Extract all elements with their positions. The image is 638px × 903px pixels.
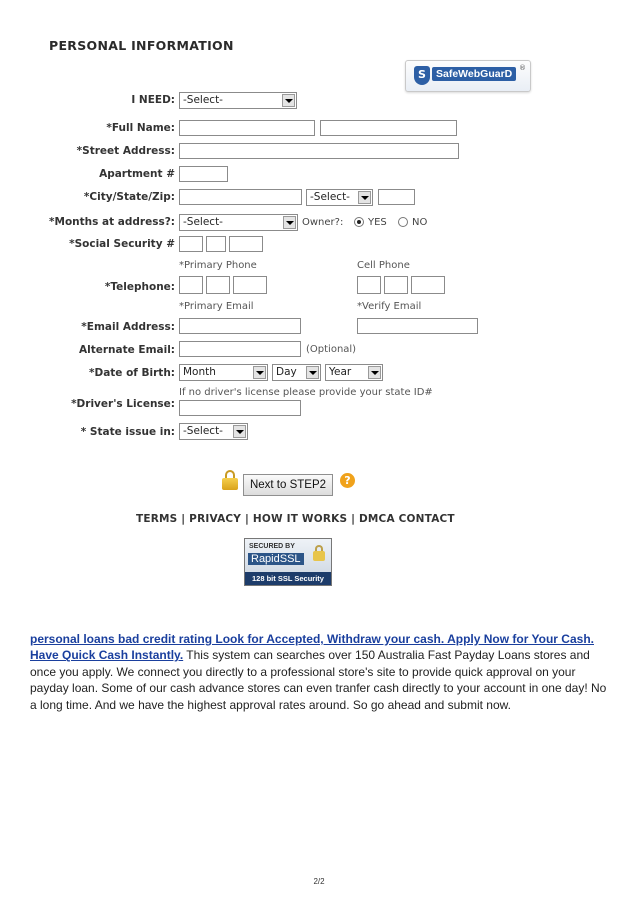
cell-area-field[interactable] <box>357 276 381 294</box>
birth-year-value: Year <box>329 366 352 378</box>
safewebguard-badge[interactable] <box>405 60 531 92</box>
chevron-down-icon <box>306 366 319 379</box>
apartment-field[interactable] <box>179 166 228 182</box>
label-full-name: *Full Name: <box>106 122 175 134</box>
label-telephone: *Telephone: <box>104 281 175 293</box>
ssl-brand: RapidSSL <box>248 553 304 565</box>
label-street-address: *Street Address: <box>76 145 175 157</box>
primary-email-label: *Primary Email <box>179 301 254 312</box>
city-field[interactable] <box>179 189 302 205</box>
state-select[interactable] <box>306 189 373 206</box>
article-paragraph <box>30 631 608 713</box>
owner-label: Owner?: <box>302 217 344 228</box>
ssl-bits: 128 bit SSL Security <box>245 572 331 585</box>
owner-yes-label: YES <box>368 217 387 228</box>
label-months-at-address: *Months at address?: <box>49 216 175 228</box>
birth-day-value: Day <box>276 366 297 378</box>
state-select-value: -Select- <box>310 191 350 203</box>
padlock-icon <box>313 545 325 561</box>
cell-phone-label: Cell Phone <box>357 260 410 271</box>
zip-field[interactable] <box>378 189 415 205</box>
label-ssn: *Social Security # <box>69 238 175 250</box>
page-title: PERSONAL INFORMATION <box>49 38 234 53</box>
label-email: *Email Address: <box>81 321 175 333</box>
verify-email-field[interactable] <box>357 318 478 334</box>
chevron-down-icon <box>253 366 266 379</box>
ssl-secured-by: SECURED BY <box>249 543 295 550</box>
label-drivers-license: *Driver's License: <box>71 398 175 410</box>
phone-area-field[interactable] <box>179 276 203 294</box>
footer-links[interactable]: TERMS | PRIVACY | HOW IT WORKS | DMCA CONTACT <box>136 513 455 525</box>
months-select-value: -Select- <box>183 216 223 228</box>
registered-mark: ® <box>519 64 526 72</box>
ssn-part1-field[interactable] <box>179 236 203 252</box>
chevron-down-icon <box>368 366 381 379</box>
ssn-part2-field[interactable] <box>206 236 226 252</box>
label-city-state-zip: *City/State/Zip: <box>83 191 175 203</box>
need-select-value: -Select- <box>183 94 223 106</box>
article-body: This system can searches over 150 Australia Fast Payday Loans stores and once you apply. We connect you directly to a professional store's site to provide quick approval on your payday loan. Some of our cash advance stores can even tranfer cash directly to your account in one day! No a long time. And we have the highest approval rates around. So go ahead and submit now. <box>30 648 607 712</box>
lock-icon <box>222 470 238 490</box>
rapidssl-badge[interactable] <box>244 538 332 586</box>
shield-icon: S <box>414 66 430 85</box>
label-state-issue: * State issue in: <box>80 426 175 438</box>
verify-email-label: *Verify Email <box>357 301 422 312</box>
phone-line-field[interactable] <box>233 276 267 294</box>
chevron-down-icon <box>282 94 295 107</box>
chevron-down-icon <box>283 216 296 229</box>
ssn-part3-field[interactable] <box>229 236 263 252</box>
cell-prefix-field[interactable] <box>384 276 408 294</box>
alternate-email-field[interactable] <box>179 341 301 357</box>
email-field[interactable] <box>179 318 301 334</box>
first-name-field[interactable] <box>179 120 315 136</box>
license-note: If no driver's license please provide your state ID# <box>179 387 433 398</box>
state-issue-value: -Select- <box>183 425 223 437</box>
birth-day-select[interactable] <box>272 364 321 381</box>
need-select[interactable] <box>179 92 297 109</box>
chevron-down-icon <box>358 191 371 204</box>
label-apartment: Apartment # <box>99 168 175 180</box>
primary-phone-label: *Primary Phone <box>179 260 257 271</box>
next-step-button[interactable]: Next to STEP2 <box>243 474 333 496</box>
safewebguard-label: SafeWebGuarD <box>432 67 516 81</box>
months-select[interactable] <box>179 214 298 231</box>
birth-year-select[interactable] <box>325 364 383 381</box>
label-date-of-birth: *Date of Birth: <box>89 367 175 379</box>
label-i-need: I NEED: <box>131 94 175 106</box>
quick-cash-link[interactable]: Have Quick Cash Instantly. <box>30 648 184 663</box>
phone-prefix-field[interactable] <box>206 276 230 294</box>
optional-note: (Optional) <box>306 344 357 355</box>
birth-month-select[interactable] <box>179 364 268 381</box>
chevron-down-icon <box>233 425 246 438</box>
state-issue-select[interactable] <box>179 423 248 440</box>
owner-no-radio[interactable] <box>398 217 408 227</box>
label-alternate-email: Alternate Email: <box>79 344 175 356</box>
owner-no-label: NO <box>412 217 428 228</box>
cell-line-field[interactable] <box>411 276 445 294</box>
owner-yes-radio[interactable] <box>354 217 364 227</box>
birth-month-value: Month <box>183 366 216 378</box>
help-icon[interactable]: ? <box>340 473 355 488</box>
page-number: 2/2 <box>313 877 325 886</box>
loans-link[interactable]: personal loans bad credit rating Look for Accepted, Withdraw your cash. Apply Now for Your Cash. <box>30 632 594 646</box>
last-name-field[interactable] <box>320 120 457 136</box>
drivers-license-field[interactable] <box>179 400 301 416</box>
street-address-field[interactable] <box>179 143 459 159</box>
